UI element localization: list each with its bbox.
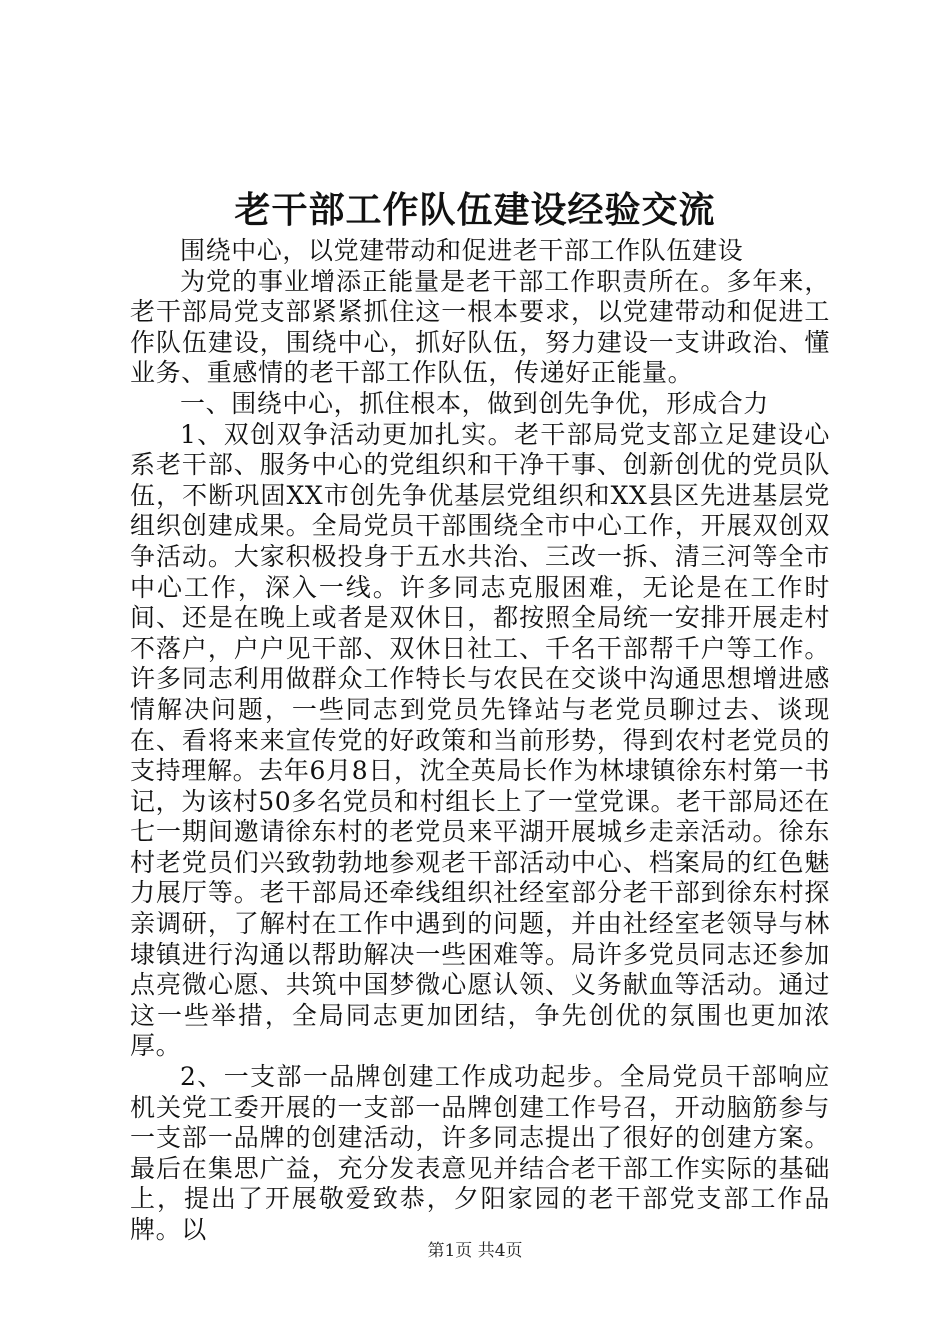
document-title: 老干部工作队伍建设经验交流	[234, 189, 716, 231]
page-indicator: 第1页 共4页	[427, 1241, 523, 1261]
document-body	[130, 236, 830, 1246]
subtitle-paragraph: 围绕中心，以党建带动和促进老干部工作队伍建设	[180, 236, 744, 265]
section-paragraph-1: 1、双创双争活动更加扎实。老干部局党支部立足建设心系老干部、服务中心的党组织和干净干事、创新创优的党员队伍，不断巩固XX市创先争优基层党组织和XX县区先进基层党组织创建成果。全局党员干部围绕全市中心工作，开展双创双争活动。大家积极投身于五水共治、三改一拆、清三河等全市中心工作，深入一线。许多同志克服困难，无论是在工作时间、还是在晚上或者是双休日，都按照全局统一安排开展走村不落户，户户见干部、双休日社工、千名干部帮千户等工作。许多同志利用做群众工作特长与农民在交谈中沟通思想增进感情解决问题，一些同志到党员先锋站与老党员聊过去、谈现在、看将来来宣传党的好政策和当前形势，得到农村老党员的支持理解。去年6月8日，沈全英局长作为林埭镇徐东村第一书记，为该村50多名党员和村组长上了一堂党课。老干部局还在七一期间邀请徐东村的老党员来平湖开展城乡走亲活动。徐东村老党员们兴致勃勃地参观老干部活动中心、档案局的红色魅力展厅等。老干部局还牵线组织社经室部分老干部到徐东村探亲调研，了解村在工作中遇到的问题，并由社经室老领导与林埭镇进行沟通以帮助解决一些困难等。局许多党员同志还参加点亮微心愿、共筑中国梦微心愿认领、义务献血等活动。通过这一些举措，全局同志更加团结，争先创优的氛围也更加浓厚。	[130, 419, 830, 1061]
section-paragraph-2: 2、一支部一品牌创建工作成功起步。全局党员干部响应机关党工委开展的一支部一品牌创建工作号召，开动脑筋参与一支部一品牌的创建活动，许多同志提出了很好的创建方案。最后在集思广益，充分发表意见并结合老干部工作实际的基础上，提出了开展敬爱致恭，夕阳家园的老干部党支部工作品牌。以	[130, 1062, 830, 1244]
section-heading-1: 一、围绕中心，抓住根本，做到创先争优，形成合力	[180, 388, 769, 418]
page-footer	[0, 1240, 950, 1262]
intro-paragraph: 为党的事业增添正能量是老干部工作职责所在。多年来，老干部局党支部紧紧抓住这一根本要求，以党建带动和促进工作队伍建设，围绕中心，抓好队伍，努力建设一支讲政治、懂业务、重感情的老干部工作队伍，传递好正能量。	[130, 266, 830, 388]
